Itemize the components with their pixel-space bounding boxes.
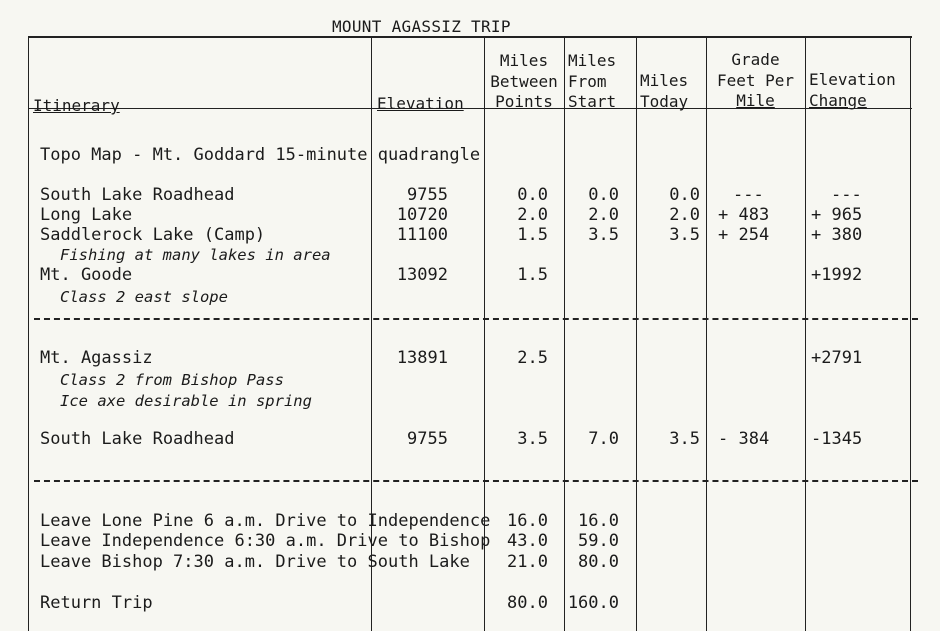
cell-miles-from: 2.0 [588,205,619,225]
cell-miles-between: 0.0 [517,185,548,205]
note-text: Ice axe desirable in spring [60,392,312,410]
header-elevation-change: Elevation Change [809,70,896,110]
cell-miles-from: 0.0 [588,185,619,205]
cell-elevation: 13891 [396,348,448,368]
cell-elevation: 11100 [396,225,448,245]
drive-row: Leave Bishop 7:30 a.m. Drive to South Lake [40,552,470,572]
table-row: Saddlerock Lake (Camp) [40,225,266,245]
table-row: Mt. Goode [40,265,133,285]
cell-elevation-change: +2791 [811,348,863,368]
drive-row: Leave Independence 6:30 a.m. Drive to Bishop [40,531,491,551]
cell-elevation: 13092 [396,265,448,285]
dashed-separator [34,318,918,320]
header-miles-between: Miles Between Points [490,51,558,111]
topo-map-note: Topo Map - Mt. Goddard 15-minute quadrangle [40,145,481,165]
cell-elevation: 9755 [407,429,448,449]
dashed-separator [34,480,918,482]
column-divider [805,36,806,631]
cell-elevation: 10720 [396,205,448,225]
table-row: Mt. Agassiz [40,348,153,368]
return-trip-row: Return Trip [40,593,153,613]
cell-miles-from: 16.0 [578,511,619,531]
cell-grade: + 483 [718,205,770,225]
drive-row: Leave Lone Pine 6 a.m. Drive to Independence [40,511,491,531]
cell-miles-from: 160.0 [567,593,619,613]
table-top-border [28,36,912,38]
cell-miles-between: 3.5 [517,429,548,449]
cell-elevation-change: +1992 [811,265,863,285]
cell-miles-today: 3.5 [669,429,700,449]
header-miles-from: Miles From Start [568,51,617,111]
header-elevation: Elevation [377,94,464,113]
cell-grade: + 254 [718,225,770,245]
header-miles-today: Miles Today [640,71,689,111]
column-divider [636,36,637,631]
cell-miles-from: 3.5 [588,225,619,245]
cell-miles-between: 43.0 [507,531,548,551]
cell-miles-between: 1.5 [517,265,548,285]
cell-grade: - 384 [718,429,770,449]
cell-miles-today: 3.5 [669,225,700,245]
cell-elevation-change: + 380 [811,225,863,245]
cell-miles-between: 2.0 [517,205,548,225]
table-row: South Lake Roadhead [40,185,235,205]
cell-elevation: 9755 [407,185,448,205]
table-row: South Lake Roadhead [40,429,235,449]
column-divider [564,36,565,631]
cell-miles-between: 1.5 [517,225,548,245]
column-divider [706,36,707,631]
cell-elevation-change: + 965 [811,205,863,225]
cell-elevation-change: --- [831,185,862,205]
cell-miles-today: 0.0 [669,185,700,205]
note-text: Fishing at many lakes in area [60,246,331,264]
note-text: Class 2 east slope [60,288,228,306]
document-title: MOUNT AGASSIZ TRIP [332,17,511,36]
cell-miles-from: 7.0 [588,429,619,449]
column-divider [910,36,911,631]
cell-miles-between: 80.0 [507,593,548,613]
header-grade: Grade Feet Per Mile [716,50,795,110]
note-text: Class 2 from Bishop Pass [60,371,284,389]
header-itinerary: Itinerary [33,96,120,115]
cell-miles-between: 21.0 [507,552,548,572]
cell-miles-between: 2.5 [517,348,548,368]
cell-miles-today: 2.0 [669,205,700,225]
cell-elevation-change: -1345 [811,429,863,449]
cell-grade: --- [733,185,764,205]
table-row: Long Lake [40,205,133,225]
column-divider [28,36,29,631]
cell-miles-from: 59.0 [578,531,619,551]
cell-miles-from: 80.0 [578,552,619,572]
cell-miles-between: 16.0 [507,511,548,531]
